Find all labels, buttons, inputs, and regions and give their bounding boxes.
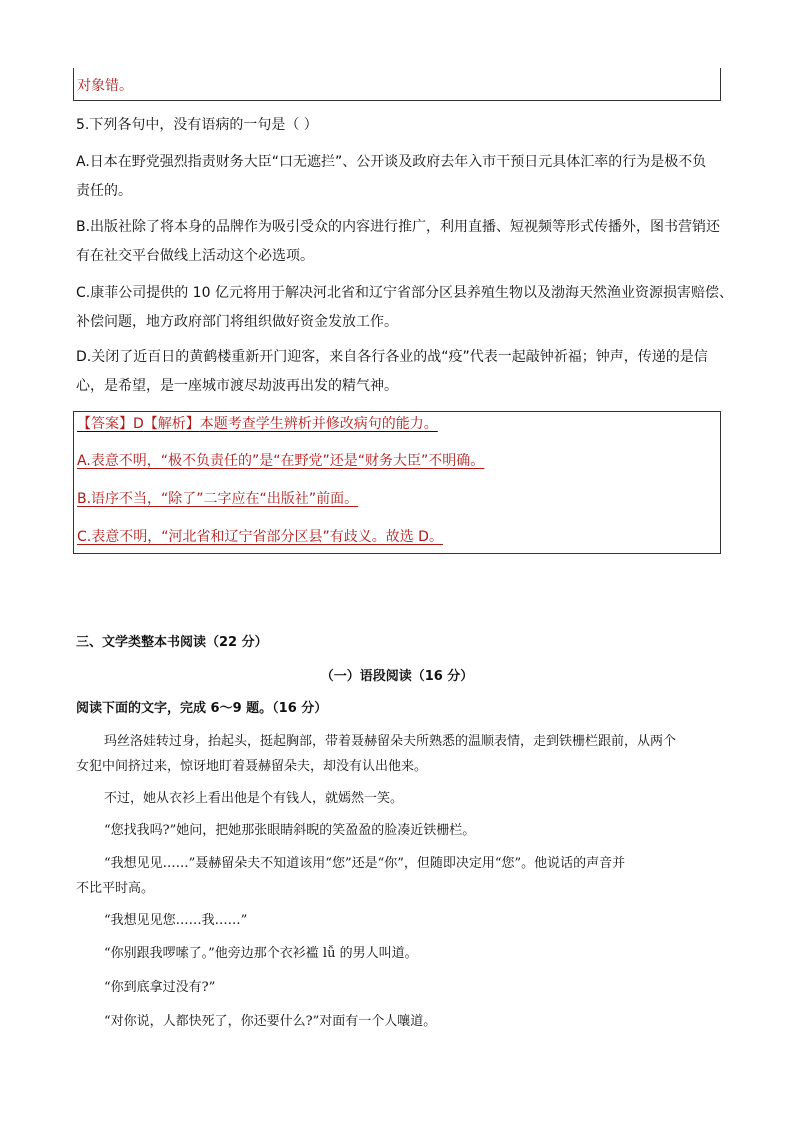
analysis-note-c: C.表意不明，“河北省和辽宁省部分区县”有歧义。故选 D。	[77, 529, 443, 545]
analysis-text: 本题考查学生辨析并修改病句的能力。	[199, 416, 438, 432]
passage-line-9: “你到底拿过没有?”	[104, 980, 216, 995]
passage-line-10: “对你说，人都快死了，你还要什么?”对面有一个人嚷道。	[104, 1014, 437, 1029]
passage-line-8: “你别跟我啰嗦了。”他旁边那个衣衫褴 lǚ 的男人叫道。	[104, 946, 418, 961]
analysis-note-b: B.语序不当，“除了”二字应在“出版社”前面。	[77, 491, 359, 507]
option-d-line-2: 心，是希望，是一座城市渡尽劫波再出发的精气神。	[76, 378, 398, 394]
answer-analysis-line	[77, 415, 438, 433]
option-a-line-1: A.日本在野党强烈指责财务大臣“口无遮拦”、公开谈及政府去年入市干预日元具体汇率的行为是极不负	[76, 154, 707, 170]
passage-line-6: 不比平时高。	[76, 881, 155, 896]
option-d-line-1: D.关闭了近百日的黄鹤楼重新开门迎客，来自各行各业的战“疫”代表一起敲钟祈福；钟声，传递的是信	[76, 349, 708, 365]
reading-instruction: 阅读下面的文字，完成 6～9 题。（16 分）	[76, 701, 328, 716]
passage-line-2: 女犯中间挤过来，惊讶地盯着聂赫留朵夫，却没有认出他来。	[76, 759, 428, 774]
analysis-note-a: A.表意不明，“极不负责任的”是“在野党”还是“财务大臣”不明确。	[77, 453, 485, 469]
previous-answer-text: 对象错。	[77, 78, 133, 94]
analysis-tag: 【解析】	[143, 416, 200, 432]
question-5-stem: 5.下列各句中，没有语病的一句是（ ）	[76, 117, 318, 133]
passage-line-4: “您找我吗?”她问，把她那张眼睛斜睨的笑盈盈的脸凑近铁栅栏。	[104, 823, 476, 838]
option-c-line-2: 补偿问题，地方政府部门将组织做好资金发放工作。	[76, 314, 398, 330]
passage-line-7: “我想见见您……我……”	[104, 913, 248, 928]
option-a-line-2: 责任的。	[76, 183, 132, 199]
option-c-line-1: C.康菲公司提供的 10 亿元将用于解决河北省和辽宁省部分区县养殖生物以及渤海天然渔业资源损害赔偿、	[76, 285, 733, 301]
section-subheading: （一）语段阅读（16 分）	[320, 669, 474, 684]
passage-line-3: 不过，她从衣衫上看出他是个有钱人，就嫣然一笑。	[104, 791, 404, 806]
answer-tag: 【答案】	[77, 416, 133, 432]
section-heading: 三、文学类整本书阅读（22 分）	[76, 635, 268, 650]
passage-line-1: 玛丝洛娃转过身，抬起头，挺起胸部，带着聂赫留朵夫所熟悉的温顺表情，走到铁栅栏跟前，从两个	[104, 734, 677, 749]
answer-value: D	[133, 416, 144, 432]
option-b-line-1: B.出版社除了将本身的品牌作为吸引受众的内容进行推广，利用直播、短视频等形式传播外，图书营销还	[76, 219, 721, 235]
passage-line-5: “我想见见……”聂赫留朵夫不知道该用“您”还是“你”，但随即决定用“您”。他说话的声音并	[104, 856, 626, 871]
option-b-line-2: 有在社交平台做线上活动这个必选项。	[76, 248, 314, 264]
previous-answer-box	[73, 68, 721, 101]
